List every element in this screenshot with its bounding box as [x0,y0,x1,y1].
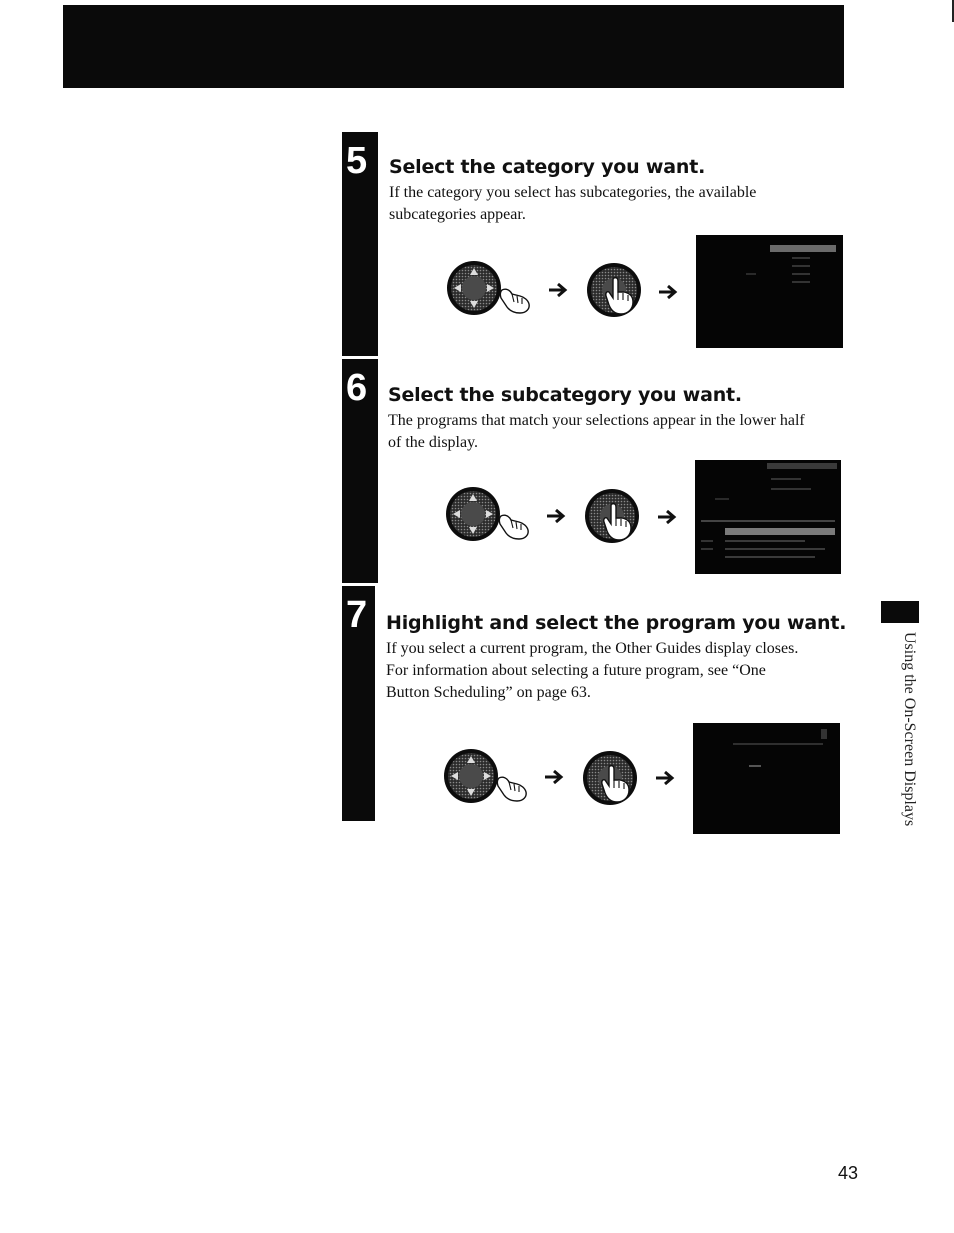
press-hand-icon [600,764,632,804]
header-bar [63,5,844,88]
step-7-description-line: If you select a current program, the Other Guides display closes. [386,640,799,657]
right-arrow-icon [657,508,679,526]
step-7-number: 7 [346,594,368,636]
step-6-description-line: The programs that match your selections appear in the lower half [388,412,805,429]
right-arrow-icon [658,283,680,301]
push-hand-icon [495,772,531,804]
press-hand-icon [604,276,636,316]
step-5-title: Select the category you want. [389,156,706,178]
step-7-description [386,638,798,704]
step-5-bar [342,132,378,356]
screen-program-display [693,723,840,834]
joystick-dial-icon [443,748,499,804]
step-6-description-line: of the display. [388,434,479,451]
right-arrow-icon [546,507,568,525]
step-5-number: 5 [346,140,368,182]
right-arrow-icon [655,769,677,787]
step-7-description-line: For information about selecting a future program, see “One [386,662,766,679]
step-5-description-line: If the category you select has subcategories, the available [389,184,757,201]
press-hand-icon [602,502,634,542]
right-arrow-icon [544,768,566,786]
step-7-bar [342,586,375,821]
joystick-dial-icon [445,486,501,542]
step-5-description-line: subcategories appear. [389,206,526,223]
push-hand-icon [497,510,533,542]
step-7-description-line: Button Scheduling” on page 63. [386,684,591,701]
joystick-dial-icon [446,260,502,316]
screen-category-display [696,235,843,348]
right-arrow-icon [548,281,570,299]
page-number: 43 [838,1163,859,1183]
step-5-description [389,182,756,226]
screen-program-content [693,723,840,834]
step-6-title: Select the subcategory you want. [388,384,742,406]
screen-subcategory-content [695,460,841,574]
screen-category-content [696,235,843,348]
step-7-title: Highlight and select the program you want. [386,612,847,634]
screen-subcategory-display [695,460,841,574]
push-hand-icon [498,284,534,316]
step-6-description [388,410,805,454]
step-6-bar [342,359,378,583]
step-6-number: 6 [346,367,368,409]
section-tab [881,601,919,623]
section-side-label: Using the On-Screen Displays [901,632,918,827]
